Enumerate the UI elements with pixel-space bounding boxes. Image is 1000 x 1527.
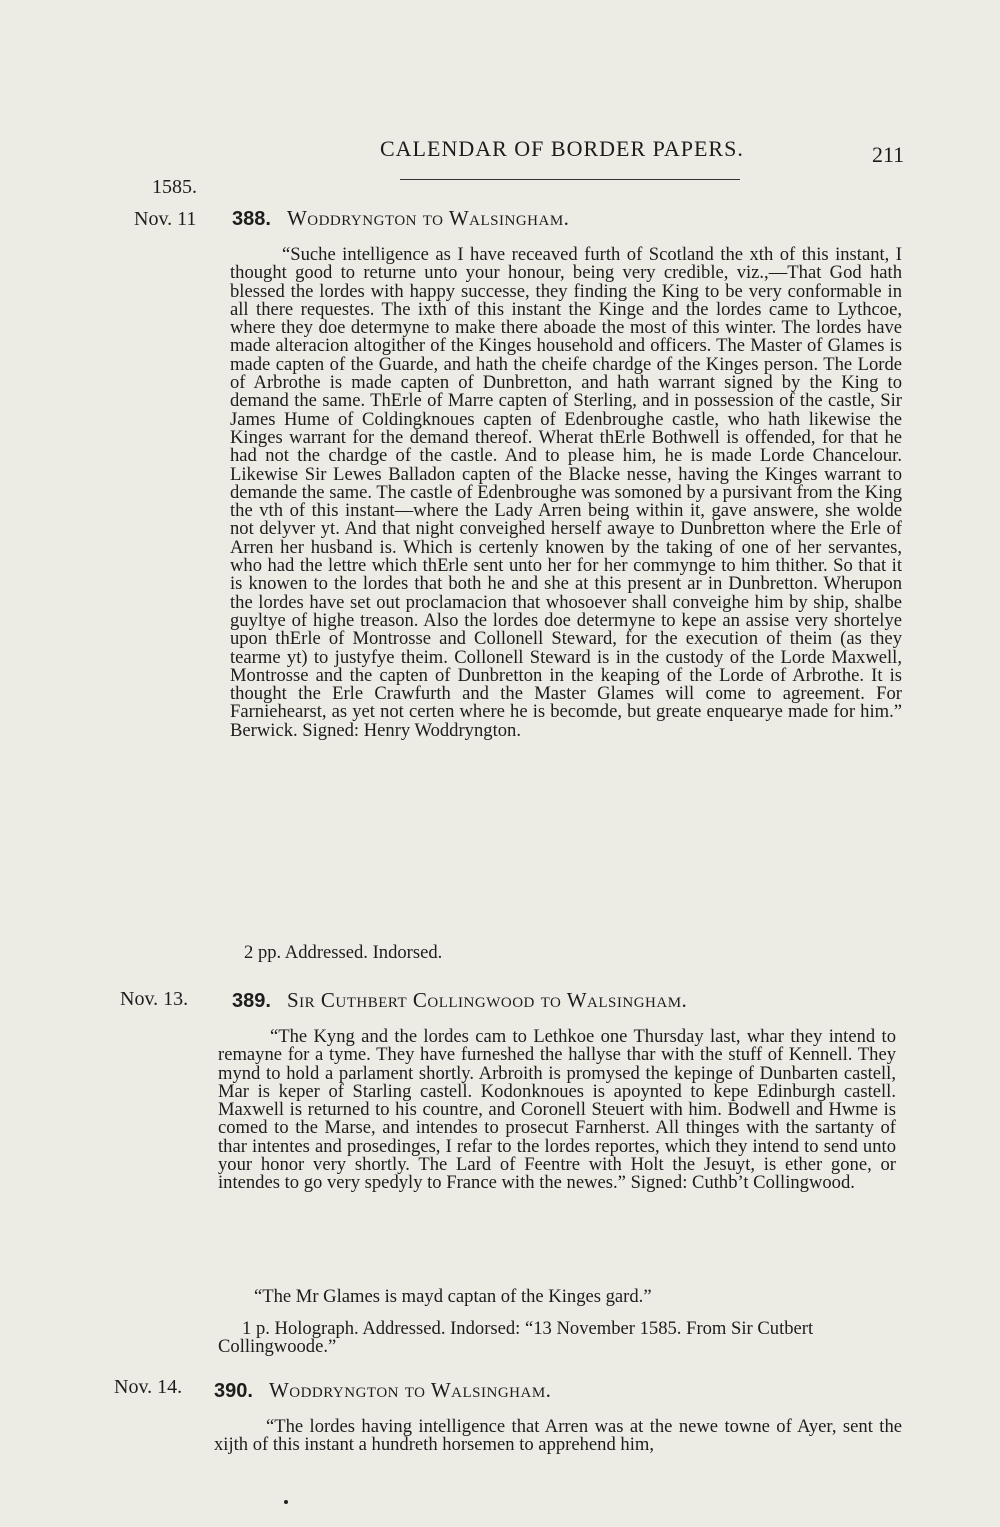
page-number: 211: [872, 142, 905, 167]
entry-note-388: 2 pp. Addressed. Indorsed.: [244, 942, 443, 963]
entry-title: Woddryngton to Walsingham.: [286, 206, 570, 230]
entry-body-390: [214, 1418, 902, 1455]
entry-heading-389: [232, 988, 687, 1013]
letter-text: “The lordes having intelligence that Arren was at the newe towne of Ayer, sent the xijth of this instant a hundreth horsemen to apprehend him,: [214, 1416, 902, 1456]
margin-date-390: Nov. 14.: [114, 1376, 183, 1398]
entry-number: 390.: [214, 1380, 253, 1402]
entry-number: 388.: [232, 208, 271, 230]
entry-title: Woddryngton to Walsingham.: [268, 1378, 552, 1402]
entry-note-389: 1 p. Holograph. Addressed. Indorsed: “13 November 1585. From Sir Cutbert Collingwoode.”: [218, 1318, 814, 1358]
entry-body-389: [218, 1028, 896, 1193]
letter-text: “Suche intelligence as I have receaved furth of Scotland the xth of this instant, I thought good to returne unto your honour, being very credible, viz.,—That God hath blessed the lordes with happy successe, they finding the King to be very conformable in all there requestes. The ixth of this instant the Kinge and the lordes came to Lythcoe, where they doe determyne to make there aboade the most of this winter. The lordes have made alteracion altogither of the Kinges household and officers. The Master of Glames is made capten of the Guarde, and hath the cheife chardge of the Kinges person. The Lorde of Arbrothe is made capten of Dunbretton, and hath warrant signed by the King to demand the same. ThErle of Marre capten of Sterling, and in possession of the castle, Sir James Hume of Coldingknoues capten of Edenbroughe castle, who hath likewise the Kinges warrant for the demand thereof. Wherat thErle Bothwell is offended, for that he had not the chardge of the castle. And to please him, he is made Lorde Chancelour. Likewise Sir Lewes Balladon capten of the Blacke nesse, having the Kinges warrant to demande the same. The castle of Edenbroughe was somoned by a pursivant from the King the vth of this instant—where the Lady Arren being within it, gave answere, she wolde not delyver yt. And that night conveighed herself awaye to Dunbretton where the Erle of Arren her husband is. Which is certenly knowen by the taking of one of her servantes, who had the lettre which thErle sent unto her for her commynge to him thither. So that it is knowen to the lordes that both he and she at this present ar in Dunbretton. Wherupon the lordes have set out proclamacion that whosoever shall conveighe him by ship, shalbe guyltye of highe treason. Also the lordes doe determyne to kepe an assise very shortelye upon thErle of Montrosse and Collonell Steward, for the execution of theim (as they tearme yt) to justyfye theim. Collonell Steward is in the custody of the Lorde Maxwell, Montrosse and the capten of Dunbretton in the keaping of the Lorde of Arbrothe. It is thought the Erle Crawfurth and the Master Glames will come to agreement. For Farniehearst, as yet not certen where he is becomde, but greate enquearye made for him.” Berwick. Signed: Henry Woddryngton.: [230, 244, 902, 741]
letter-text: “The Kyng and the lordes cam to Lethkoe one Thursday last, whar they intend to remayne for a tyme. They have furneshed the hallyse thar with the stuff of Kennell. They mynd to hold a parlament shortly. Arbroith is promysed the kepinge of Dunbarten castell, Mar is keper of Starling castell. Kodonknoues is apoynted to kepe Edinburgh castell. Maxwell is returned to his countre, and Coronell Steuert with him. Bodwell and Hwme is comed to the Marse, and intendes to prosecut Farnherst. All thinges with the sartanty of thar intentes and prosedinges, I refar to the lordes reportes, which they intend to send unto your honor very shortly. The Lard of Feentre with Holt the Jesuyt, is ether gone, or intendes to go very spedyly to France with the newes.” Signed: Cuthb’t Collingwood.: [218, 1026, 896, 1194]
margin-year: 1585.: [152, 176, 197, 198]
entry-number: 389.: [232, 990, 271, 1012]
stray-mark: [284, 1500, 288, 1504]
margin-date-388: Nov. 11: [134, 208, 197, 230]
entry-body-388: [230, 246, 902, 740]
running-title: CALENDAR OF BORDER PAPERS.: [380, 136, 744, 161]
entry-title: Sir Cuthbert Collingwood to Walsingham.: [286, 988, 688, 1012]
entry-heading-390: [214, 1378, 551, 1403]
entry-heading-388: [232, 206, 569, 231]
margin-date-389: Nov. 13.: [120, 988, 189, 1010]
postscript: “The Mr Glames is mayd captan of the Kinges gard.”: [254, 1286, 652, 1307]
header-rule: [400, 179, 740, 180]
